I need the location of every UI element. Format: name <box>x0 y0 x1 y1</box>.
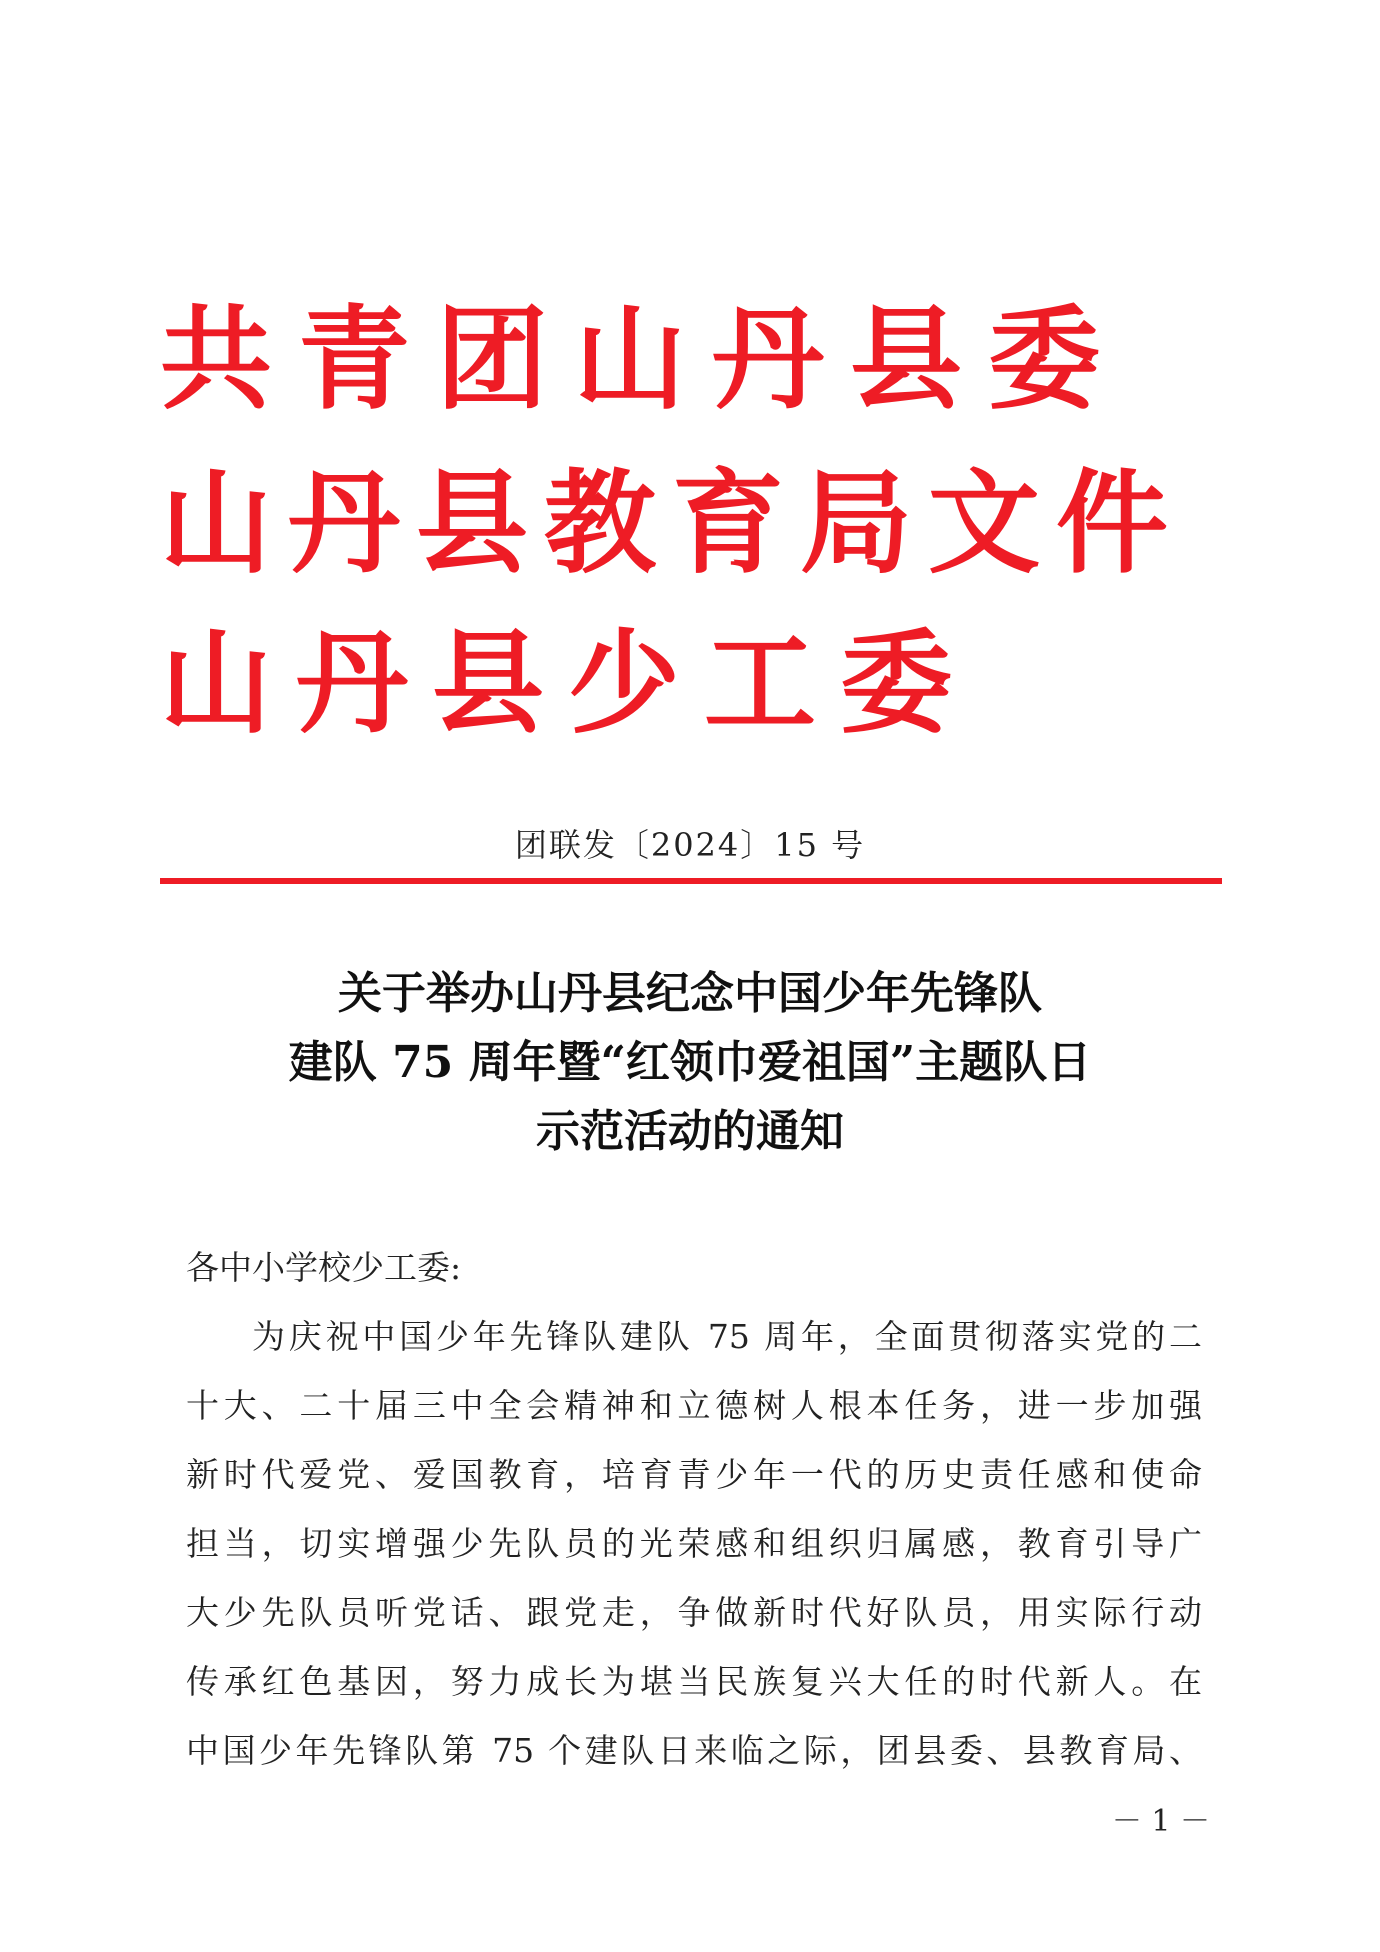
body-line-6: 传承红色基因，努力成长为堪当民族复兴大任的时代新人。在 <box>186 1662 1202 1701</box>
page-number: － 1 － <box>1111 1804 1210 1839</box>
document-title-line-3: 示范活动的通知 <box>536 1106 844 1157</box>
salutation: 各中小学校少工委: <box>186 1248 462 1287</box>
issuer-header-line-1: 共青团山丹县委 <box>160 294 1126 425</box>
document-title-line-1: 关于举办山丹县纪念中国少年先锋队 <box>338 968 1042 1019</box>
document-title-line-2: 建队 75 周年暨“红领巾爱祖国”主题队日 <box>288 1037 1092 1088</box>
body-line-1: 为庆祝中国少年先锋队建队 75 周年，全面贯彻落实党的二 <box>252 1317 1202 1356</box>
body-line-4: 担当，切实增强少先队员的光荣感和组织归属感，教育引导广 <box>186 1524 1202 1563</box>
document-number: 团联发〔2024〕15 号 <box>514 826 866 864</box>
body-line-3: 新时代爱党、爱国教育，培育青少年一代的历史责任感和使命 <box>186 1455 1202 1494</box>
issuer-header-line-2: 山丹县教育局文件 <box>160 458 1184 589</box>
body-line-7: 中国少年先锋队第 75 个建队日来临之际，团县委、县教育局、 <box>186 1731 1202 1770</box>
issuer-header-line-3: 山丹县少工委 <box>160 618 976 749</box>
body-line-5: 大少先队员听党话、跟党走，争做新时代好队员，用实际行动 <box>186 1593 1202 1632</box>
red-divider-rule <box>160 878 1222 884</box>
body-line-2: 十大、二十届三中全会精神和立德树人根本任务，进一步加强 <box>186 1386 1202 1425</box>
